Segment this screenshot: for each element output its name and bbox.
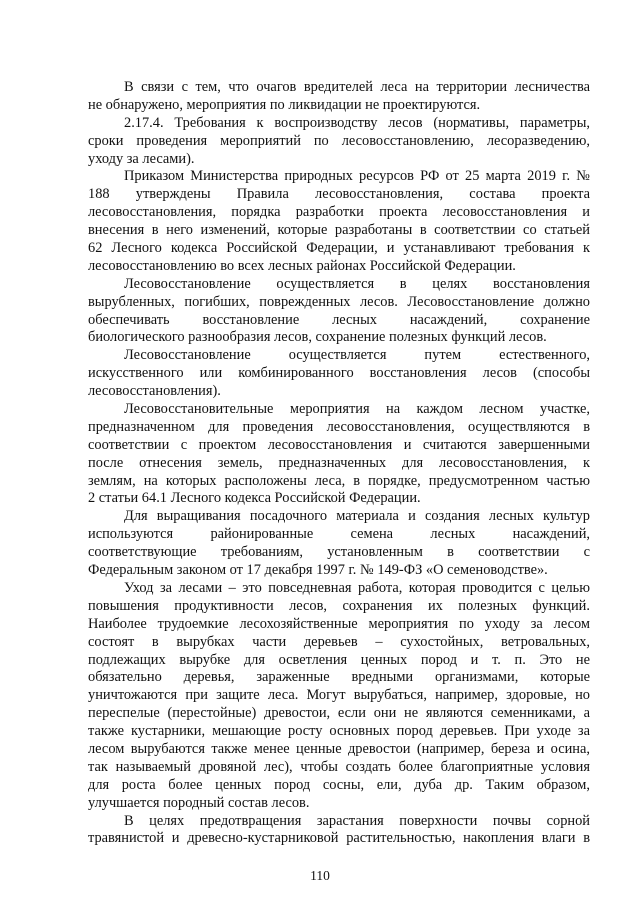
paragraph bbox=[88, 508, 590, 580]
text-line: не обнаружено, мероприятия по ликвидации не проектируются. bbox=[88, 96, 481, 113]
paragraph bbox=[88, 168, 590, 275]
text-line: лесовосстановления). bbox=[88, 383, 221, 400]
paragraph bbox=[88, 276, 590, 348]
text-line: вырубленных, погибших, поврежденных лесов. Лесовосстановление должно bbox=[88, 293, 590, 310]
text-line: для роста более ценных пород сосны, ели, дуба др. Таким образом, bbox=[88, 776, 590, 793]
text-line: В целях предотвращения зарастания поверхности почвы сорной bbox=[124, 812, 590, 829]
paragraph bbox=[88, 79, 590, 115]
text-line: 2 статьи 64.1 Лесного кодекса Российской Федерации. bbox=[88, 490, 421, 507]
text-line: переспелые (перестойные) древостои, если они не являются семенниками, а bbox=[88, 705, 590, 722]
text-line: внесения в него изменений, которые разработаны в соответствии со статьей bbox=[88, 222, 590, 239]
text-line: 2.17.4. Требования к воспроизводству лесов (нормативы, параметры, bbox=[124, 114, 590, 131]
text-line: лесом вырубаются также менее ценные древостои (например, береза и осина, bbox=[88, 740, 590, 757]
paragraph bbox=[88, 347, 590, 401]
text-line: травянистой и древесно-кустарниковой растительностью, накопления влаги в bbox=[88, 830, 590, 847]
text-line: состоят в вырубках части деревьев – сухостойных, ветровальных, bbox=[88, 633, 590, 650]
text-line: 62 Лесного кодекса Российской Федерации, и устанавливают требования к bbox=[88, 240, 590, 257]
text-line: Уход за лесами – это повседневная работа, которая проводится с целью bbox=[124, 579, 590, 596]
text-line: обязательно деревья, зараженные вредными организмами, которые bbox=[88, 669, 590, 686]
paragraph bbox=[88, 115, 590, 169]
text-line: уходу за лесами). bbox=[88, 150, 195, 167]
paragraph bbox=[88, 813, 590, 849]
text-line: Приказом Министерства природных ресурсов РФ от 25 марта 2019 г. № bbox=[124, 168, 590, 185]
text-line: повышения продуктивности лесов, сохранения их полезных функций. bbox=[88, 597, 590, 614]
text-line: уничтожаются при защите леса. Могут вырубаться, например, здоровые, но bbox=[88, 687, 590, 704]
text-line: Лесовосстановление осуществляется путем естественного, bbox=[124, 347, 590, 364]
text-line: лесовосстановления, порядка разработки проекта лесовосстановления и bbox=[88, 204, 590, 221]
text-line: соответствующие требованиям, установленным в соответствии с bbox=[88, 544, 590, 561]
text-line: Для выращивания посадочного материала и создания лесных культур bbox=[124, 508, 590, 525]
text-line: биологического разнообразия лесов, сохранение полезных функций лесов. bbox=[88, 329, 547, 346]
text-line: также кустарники, мешающие росту основных пород деревьев. При уходе за bbox=[88, 723, 590, 740]
text-line: используются районированные семена лесных насаждений, bbox=[88, 526, 590, 543]
page-number: 110 bbox=[310, 868, 330, 883]
text-line: Лесовосстановительные мероприятия на каждом лесном участке, bbox=[124, 401, 590, 418]
paragraph bbox=[88, 401, 590, 508]
text-line: сроки проведения мероприятий по лесовосстановлению, лесоразведению, bbox=[88, 132, 590, 149]
text-line: так называемый дровяной лес), чтобы создать более благоприятные условия bbox=[88, 758, 590, 775]
text-line: Наиболее трудоемкие лесохозяйственные мероприятия по уходу за лесом bbox=[88, 615, 590, 632]
text-line: В связи с тем, что очагов вредителей леса на территории лесничества bbox=[124, 79, 590, 95]
text-line: обеспечивать восстановление лесных насаждений, сохранение bbox=[88, 311, 590, 328]
text-line: 188 утверждены Правила лесовосстановления, состава проекта bbox=[88, 186, 590, 203]
paragraph bbox=[88, 580, 590, 813]
document-body bbox=[88, 79, 590, 848]
text-line: после отнесения земель, предназначенных для лесовосстановления, к bbox=[88, 454, 590, 471]
text-line: Федеральным законом от 17 декабря 1997 г. № 149-ФЗ «О семеноводстве». bbox=[88, 562, 548, 579]
text-line: Лесовосстановление осуществляется в целях восстановления bbox=[124, 275, 590, 292]
text-line: землям, на которых расположены леса, в порядке, предусмотренном частью bbox=[88, 472, 590, 489]
text-line: соответствии с проектом лесовосстановления и считаются завершенными bbox=[88, 436, 590, 453]
text-line: улучшается породный состав лесов. bbox=[88, 794, 310, 811]
text-line: искусственного или комбинированного восстановления лесов (способы bbox=[88, 365, 590, 382]
text-line: подлежащих вырубке для осветления ценных пород и т. п. Это не bbox=[88, 651, 590, 668]
text-line: лесовосстановлению во всех лесных районах Российской Федерации. bbox=[88, 257, 516, 274]
text-line: предназначенном для проведения лесовосстановления, осуществляются в bbox=[88, 418, 590, 435]
